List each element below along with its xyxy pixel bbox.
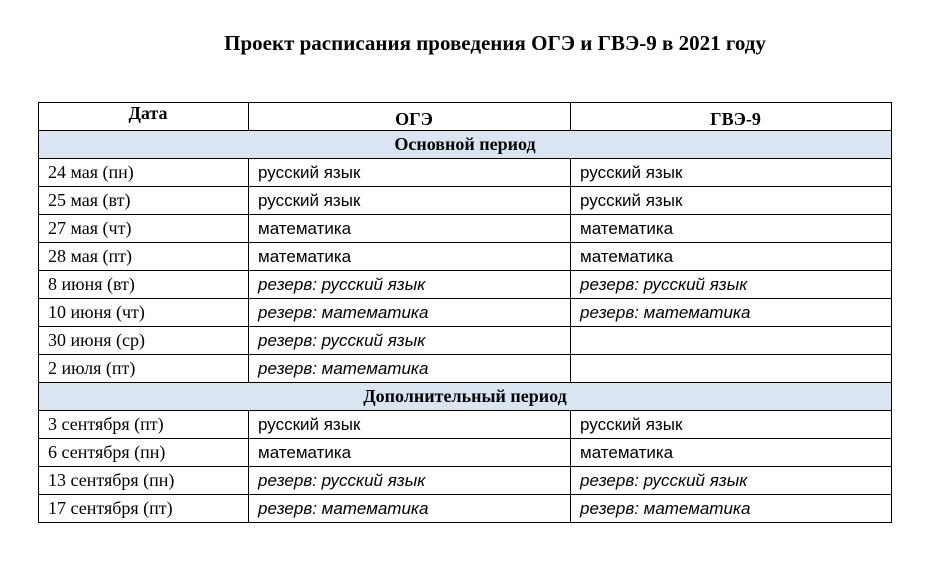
gve-cell: резерв: математика — [571, 495, 892, 523]
date-cell: 10 июня (чт) — [39, 299, 249, 327]
oge-cell: резерв: русский язык — [249, 271, 571, 299]
period-row-main — [39, 131, 892, 159]
gve-cell — [571, 355, 892, 383]
table-row — [39, 355, 892, 383]
date-cell: 24 мая (пн) — [39, 159, 249, 187]
gve-cell — [571, 327, 892, 355]
gve-cell: русский язык — [571, 187, 892, 215]
date-cell: 13 сентября (пн) — [39, 467, 249, 495]
table-row — [39, 271, 892, 299]
date-cell: 28 мая (пт) — [39, 243, 249, 271]
date-cell: 30 июня (ср) — [39, 327, 249, 355]
oge-cell: резерв: математика — [249, 299, 571, 327]
oge-cell: русский язык — [249, 187, 571, 215]
oge-cell: математика — [249, 243, 571, 271]
oge-cell: русский язык — [249, 411, 571, 439]
oge-cell: резерв: математика — [249, 495, 571, 523]
gve-cell: резерв: русский язык — [571, 467, 892, 495]
date-cell: 17 сентября (пт) — [39, 495, 249, 523]
table-row — [39, 327, 892, 355]
gve-cell: математика — [571, 243, 892, 271]
table-row — [39, 439, 892, 467]
gve-cell: резерв: русский язык — [571, 271, 892, 299]
header-row — [39, 103, 892, 131]
oge-cell: математика — [249, 215, 571, 243]
document-title: Проект расписания проведения ОГЭ и ГВЭ-9 в 2021 году — [224, 31, 766, 55]
oge-cell: русский язык — [249, 159, 571, 187]
date-cell: 8 июня (вт) — [39, 271, 249, 299]
table-row — [39, 411, 892, 439]
period-label: Дополнительный период — [39, 383, 892, 411]
gve-cell: русский язык — [571, 411, 892, 439]
table-row — [39, 215, 892, 243]
date-cell: 25 мая (вт) — [39, 187, 249, 215]
oge-cell: математика — [249, 439, 571, 467]
table-row — [39, 243, 892, 271]
gve-cell: русский язык — [571, 159, 892, 187]
gve-cell: математика — [571, 215, 892, 243]
gve-cell: резерв: математика — [571, 299, 892, 327]
period-row-additional — [39, 383, 892, 411]
date-cell: 3 сентября (пт) — [39, 411, 249, 439]
oge-cell: резерв: математика — [249, 355, 571, 383]
table-row — [39, 495, 892, 523]
schedule-table — [38, 102, 892, 523]
gve-cell: математика — [571, 439, 892, 467]
column-header-gve: ГВЭ-9 — [571, 103, 892, 131]
table-row — [39, 159, 892, 187]
oge-cell: резерв: русский язык — [249, 327, 571, 355]
date-cell: 27 мая (чт) — [39, 215, 249, 243]
table-row — [39, 187, 892, 215]
table-row — [39, 467, 892, 495]
date-cell: 6 сентября (пн) — [39, 439, 249, 467]
period-label: Основной период — [39, 131, 892, 159]
date-cell: 2 июля (пт) — [39, 355, 249, 383]
table-row — [39, 299, 892, 327]
column-header-date: Дата — [39, 103, 249, 131]
oge-cell: резерв: русский язык — [249, 467, 571, 495]
column-header-oge: ОГЭ — [249, 103, 571, 131]
